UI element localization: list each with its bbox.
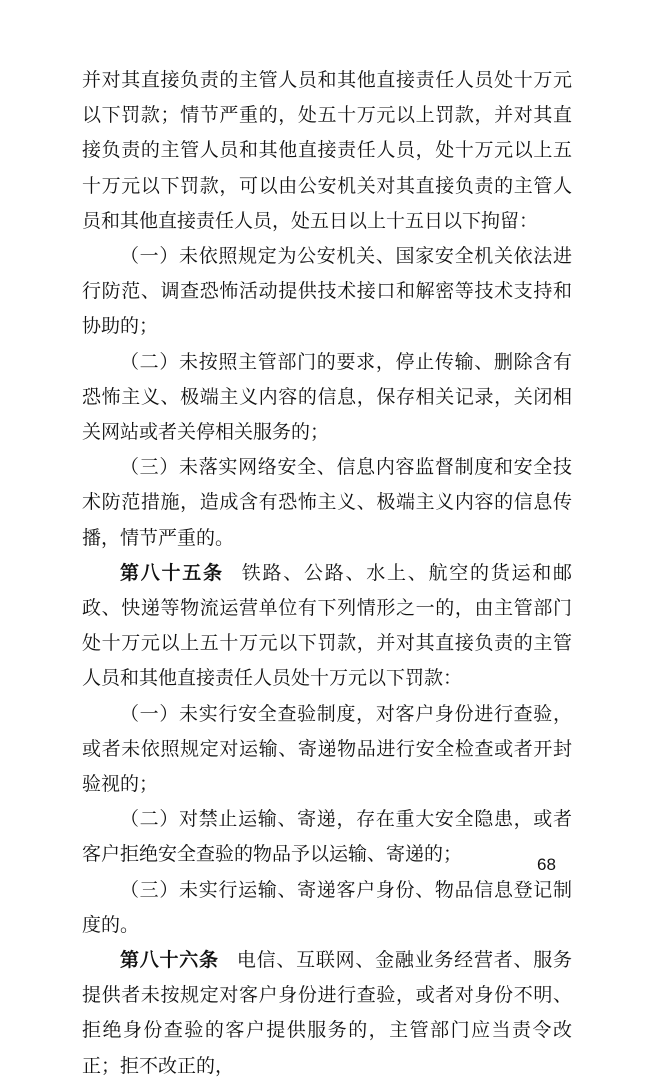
article-85-clause-1: （一）未实行安全查验制度，对客户身份进行查验，或者未依照规定对运输、寄递物品进行安全检查或者开封验视的； [82, 702, 572, 796]
article-85-text: 铁路、公路、水上、航空的货运和邮政、快递等物流运营单位有下列情形之一的，由主管部门处十万元以上五十万元以下罚款，并对其直接负责的主管人员和其他直接责任人员处十万元以下罚款： [82, 561, 572, 690]
paragraph-continuation: 并对其直接负责的主管人员和其他直接责任人员处十万元以下罚款；情节严重的，处五十万元以上罚款，并对其直接负责的主管人员和其他直接责任人员，处十万元以上五十万元以下罚款，可以由公安机关对其直接负责的主管人员和其他直接责任人员，处五日以上十五日以下拘留： [82, 69, 572, 232]
page-number: 68 [537, 855, 556, 874]
clause-3: （三）未落实网络安全、信息内容监督制度和安全技术防范措施，造成含有恐怖主义、极端主义内容的信息传播，情节严重的。 [82, 456, 572, 549]
page-body [82, 63, 572, 1084]
article-85-clause-3: （三）未实行运输、寄递客户身份、物品信息登记制度的。 [82, 878, 572, 936]
article-85-number: 第八十五条 [120, 561, 224, 584]
article-86 [82, 943, 572, 1084]
article-85-clause-2: （二）对禁止运输、寄递，存在重大安全隐患，或者客户拒绝安全查验的物品予以运输、寄递的； [82, 808, 572, 866]
clause-2: （二）未按照主管部门的要求，停止传输、删除含有恐怖主义、极端主义内容的信息，保存相关记录，关闭相关网站或者关停相关服务的； [82, 350, 572, 444]
article-85 [82, 556, 572, 697]
clause-1: （一）未依照规定为公安机关、国家安全机关依法进行防范、调查恐怖活动提供技术接口和解密等技术支持和协助的； [82, 245, 572, 338]
article-86-text: 电信、互联网、金融业务经营者、服务提供者未按规定对客户身份进行查验，或者对身份不明、拒绝身份查验的客户提供服务的，主管部门应当责令改正；拒不改正的， [82, 949, 572, 1077]
article-86-number: 第八十六条 [120, 949, 219, 972]
